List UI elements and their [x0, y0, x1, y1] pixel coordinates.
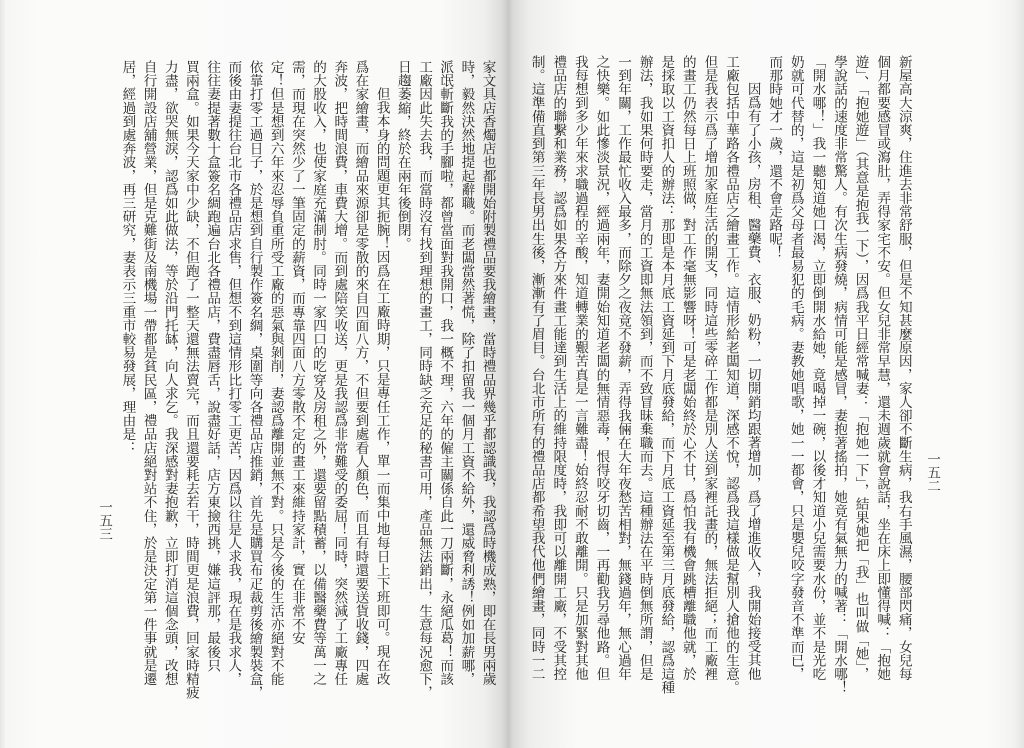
text-column: 因爲有了小孩，房租、醫藥費、衣服、奶粉，一切開銷均跟著增加，爲了增進收入，我開始接受其他 — [744, 82, 761, 681]
text-column: 「開水哪！」我一聽知道她口渴，立即倒開水給她，竟喝掉一碗，以後才知道小兒需要水份，並不是光吃 — [809, 55, 826, 681]
paragraph — [116, 60, 391, 712]
text-column: 居，經過到處奔波，再三研究，妻表示三重市較易發展，理由是： — [119, 60, 136, 455]
text-column: 工廠因此失去我，而當時沒有找到理想的畫工，同時缺乏充足的秘書可用，產品無法銷出，生意每況愈下， — [416, 60, 433, 700]
text-column: 買兩盒。如果今天家中少缺，不但跑了一整天還無法賣完，而且還要耗去若干，時間更是浪費，回家時精疲 — [182, 60, 199, 700]
text-column: 學說話的速度非常驚人。有次生病發燒，病情可能是感冒，妻抱著搖拍，她竟有氣無力的喊著：「開水哪！ — [831, 55, 848, 695]
text-column: 新屋高大涼爽，住進去非常舒服，但是不知甚麼原因，家人卻不斷生病，我右手風濕，腰部閃痛，女兒每 — [895, 55, 912, 681]
page-number: 一五三 — [96, 500, 112, 541]
text-column: 禮品店的聯繫和業務，認爲如果各方來件畫工能達到生活上的維持限度時，我即可以離開工廠，不受其控 — [550, 55, 567, 681]
text-column: 遊」、「抱她遊」（其意是抱我一下），因爲我平日經常喊妻：「抱她一下」，結果她把「我」也叫做「她」， — [852, 55, 869, 681]
text-column: 時，毅然決然地提起辭職。而老闆當然著慌，除了扣留我一個月工資不給外，還威脅利誘！例如加薪哪， — [458, 60, 475, 686]
text-column: 依靠打零工過日子，於是想到自行製作簽名綢，桌圍等向各禮品店推銷，首先是購買布疋裁剪後繪製裝盒， — [246, 60, 263, 700]
text-column: 個月都要感冒或瀉肚，弄得家宅不安。但女兒非常早慧，還未週歲就會說話，坐在床上即懂得喊：「抱她 — [874, 55, 891, 681]
page-number: 一五二 — [924, 452, 940, 493]
text-column: 力盡，欲哭無淚，認爲如此做法，等於沿門托缽，向人求乞。我深感對妻抱歉，立即打消這個念頭，改想 — [161, 60, 178, 686]
text-column: 工廠包括中華路各禮品店之繪畫工作。這情形給老闆知道，深感不悅，認爲我這樣做是幫別人搶他的生意。 — [723, 55, 740, 695]
text-column: 而那時她才一歲，還不會走路呢！ — [766, 55, 783, 259]
paragraph — [392, 60, 498, 712]
text-column: 的畫工仍然每日上班照做，對工作毫無影響呀！可是老闆始終於心不甘，爲怕我有機會跳槽離職他就，於 — [679, 55, 696, 681]
text-column: 往往妻提著數十盒簽名綢跑遍台北各禮品店，費盡唇舌，說盡好話，店方東撿西挑，嫌這評那，最後只 — [204, 60, 221, 672]
text-column: 派氓斬斷我的手腳啦，都曾當面對我開口，我一概不理，六年的僱主關係自此一刀兩斷，永絕瓜葛！而該 — [437, 60, 454, 686]
text-column: 定！但是想到六年來忍辱負重所受工廠的惡氣與剝削，妻認爲離開並無不對。只是今後的生活亦絕對不能 — [267, 60, 284, 686]
right-page — [508, 0, 1024, 748]
text-column: 一到年關，工作最忙收入最多，而除夕之夜竟不發薪，弄得我倆在大年夜愁苦相對，無錢過年，無心過年 — [615, 55, 632, 681]
text-column: 日趨萎縮，終於在兩年後倒閉。 — [394, 60, 411, 251]
text-column: 而後由妻提往台北市各禮品店求售，但想不到這情形比打零工更苦，因爲以往是人求我，現在是我求人， — [225, 60, 242, 686]
right-page-text — [525, 55, 914, 707]
text-column: 奔波，把時間浪費，車費大增。而到處陪笑收送，更是我認爲非常難受的委屈！同時，突然減了工廠專任 — [331, 60, 348, 686]
text-column: 需，而現在突然少了一筆固定的薪資，而專靠四面八方零散不定的畫工來維持家計，實在非常不安 — [288, 60, 305, 645]
text-column: 自行開設店舖營業，但是克難街及南機場一帶都是貧民區，禮品店絕對站不住，於是決定第一件事就是遷 — [140, 60, 157, 686]
left-page-text — [116, 60, 498, 712]
text-column: 我每想到多少年來求職過程的辛酸，知道轉業的艱苦真是一言難盡！始終忍耐不敢離開。只是加緊對其他 — [571, 55, 588, 681]
text-column: 爲在家繪畫，而繪品來源卻是零散的來自四面八方，不但要到處看人顏色，而且有時還要送貨收錢，四處 — [352, 60, 369, 686]
text-column: 辦法，我如果何時要走，當月的工資即無法領到，而不致冒昧棄職而去。這種辦法在平時倒無所謂，但是 — [636, 55, 653, 681]
left-page — [0, 0, 508, 748]
text-column: 奶就可代替的，這是初爲父母者最易犯的毛病。妻教她唱歌，她一一都會，只是嬰兒咬字發音不準而已， — [787, 55, 804, 681]
text-column: 但我本身的問題更其扼腕！因爲在工廠時期，只是專任工作，單一而集中地每日上下班即可。現在改 — [373, 87, 390, 686]
text-column: 制。這準備直到第三年長男出生後，漸漸有了眉目。台北市所有的禮品店都希望我代他們繪畫，同時一二 — [528, 55, 545, 681]
text-column: 之快樂。如此慘淡景況，經過兩年，妻開始知道老闆的無情惡毒，恨得咬牙切齒，一再勸我另尋他路。但 — [593, 55, 610, 681]
text-column: 家文具店香燭店也都開始附製禮品要我繪畫，當時禮品界幾乎都認識我，我認爲時機成熟，即在長男兩歲 — [479, 60, 496, 686]
paragraph — [763, 55, 914, 707]
text-column: 的大股收入，也使家庭充滿制肘。同時一家四口的吃穿及房租之外，還要留點積蓄，以備醫藥費等萬一之 — [310, 60, 327, 686]
text-column: 但是我表示爲了增加家庭生活的開支，同時這些零碎工作都是別人送到家裡託畫的，無法拒絕；而工廠裡 — [701, 55, 718, 681]
text-column: 是採取以工資扣人的辦法：那即是本月底工資延到下月底發給，而下月底工資延至第三月底發給，認爲這種 — [658, 55, 675, 695]
paragraph — [525, 55, 763, 707]
